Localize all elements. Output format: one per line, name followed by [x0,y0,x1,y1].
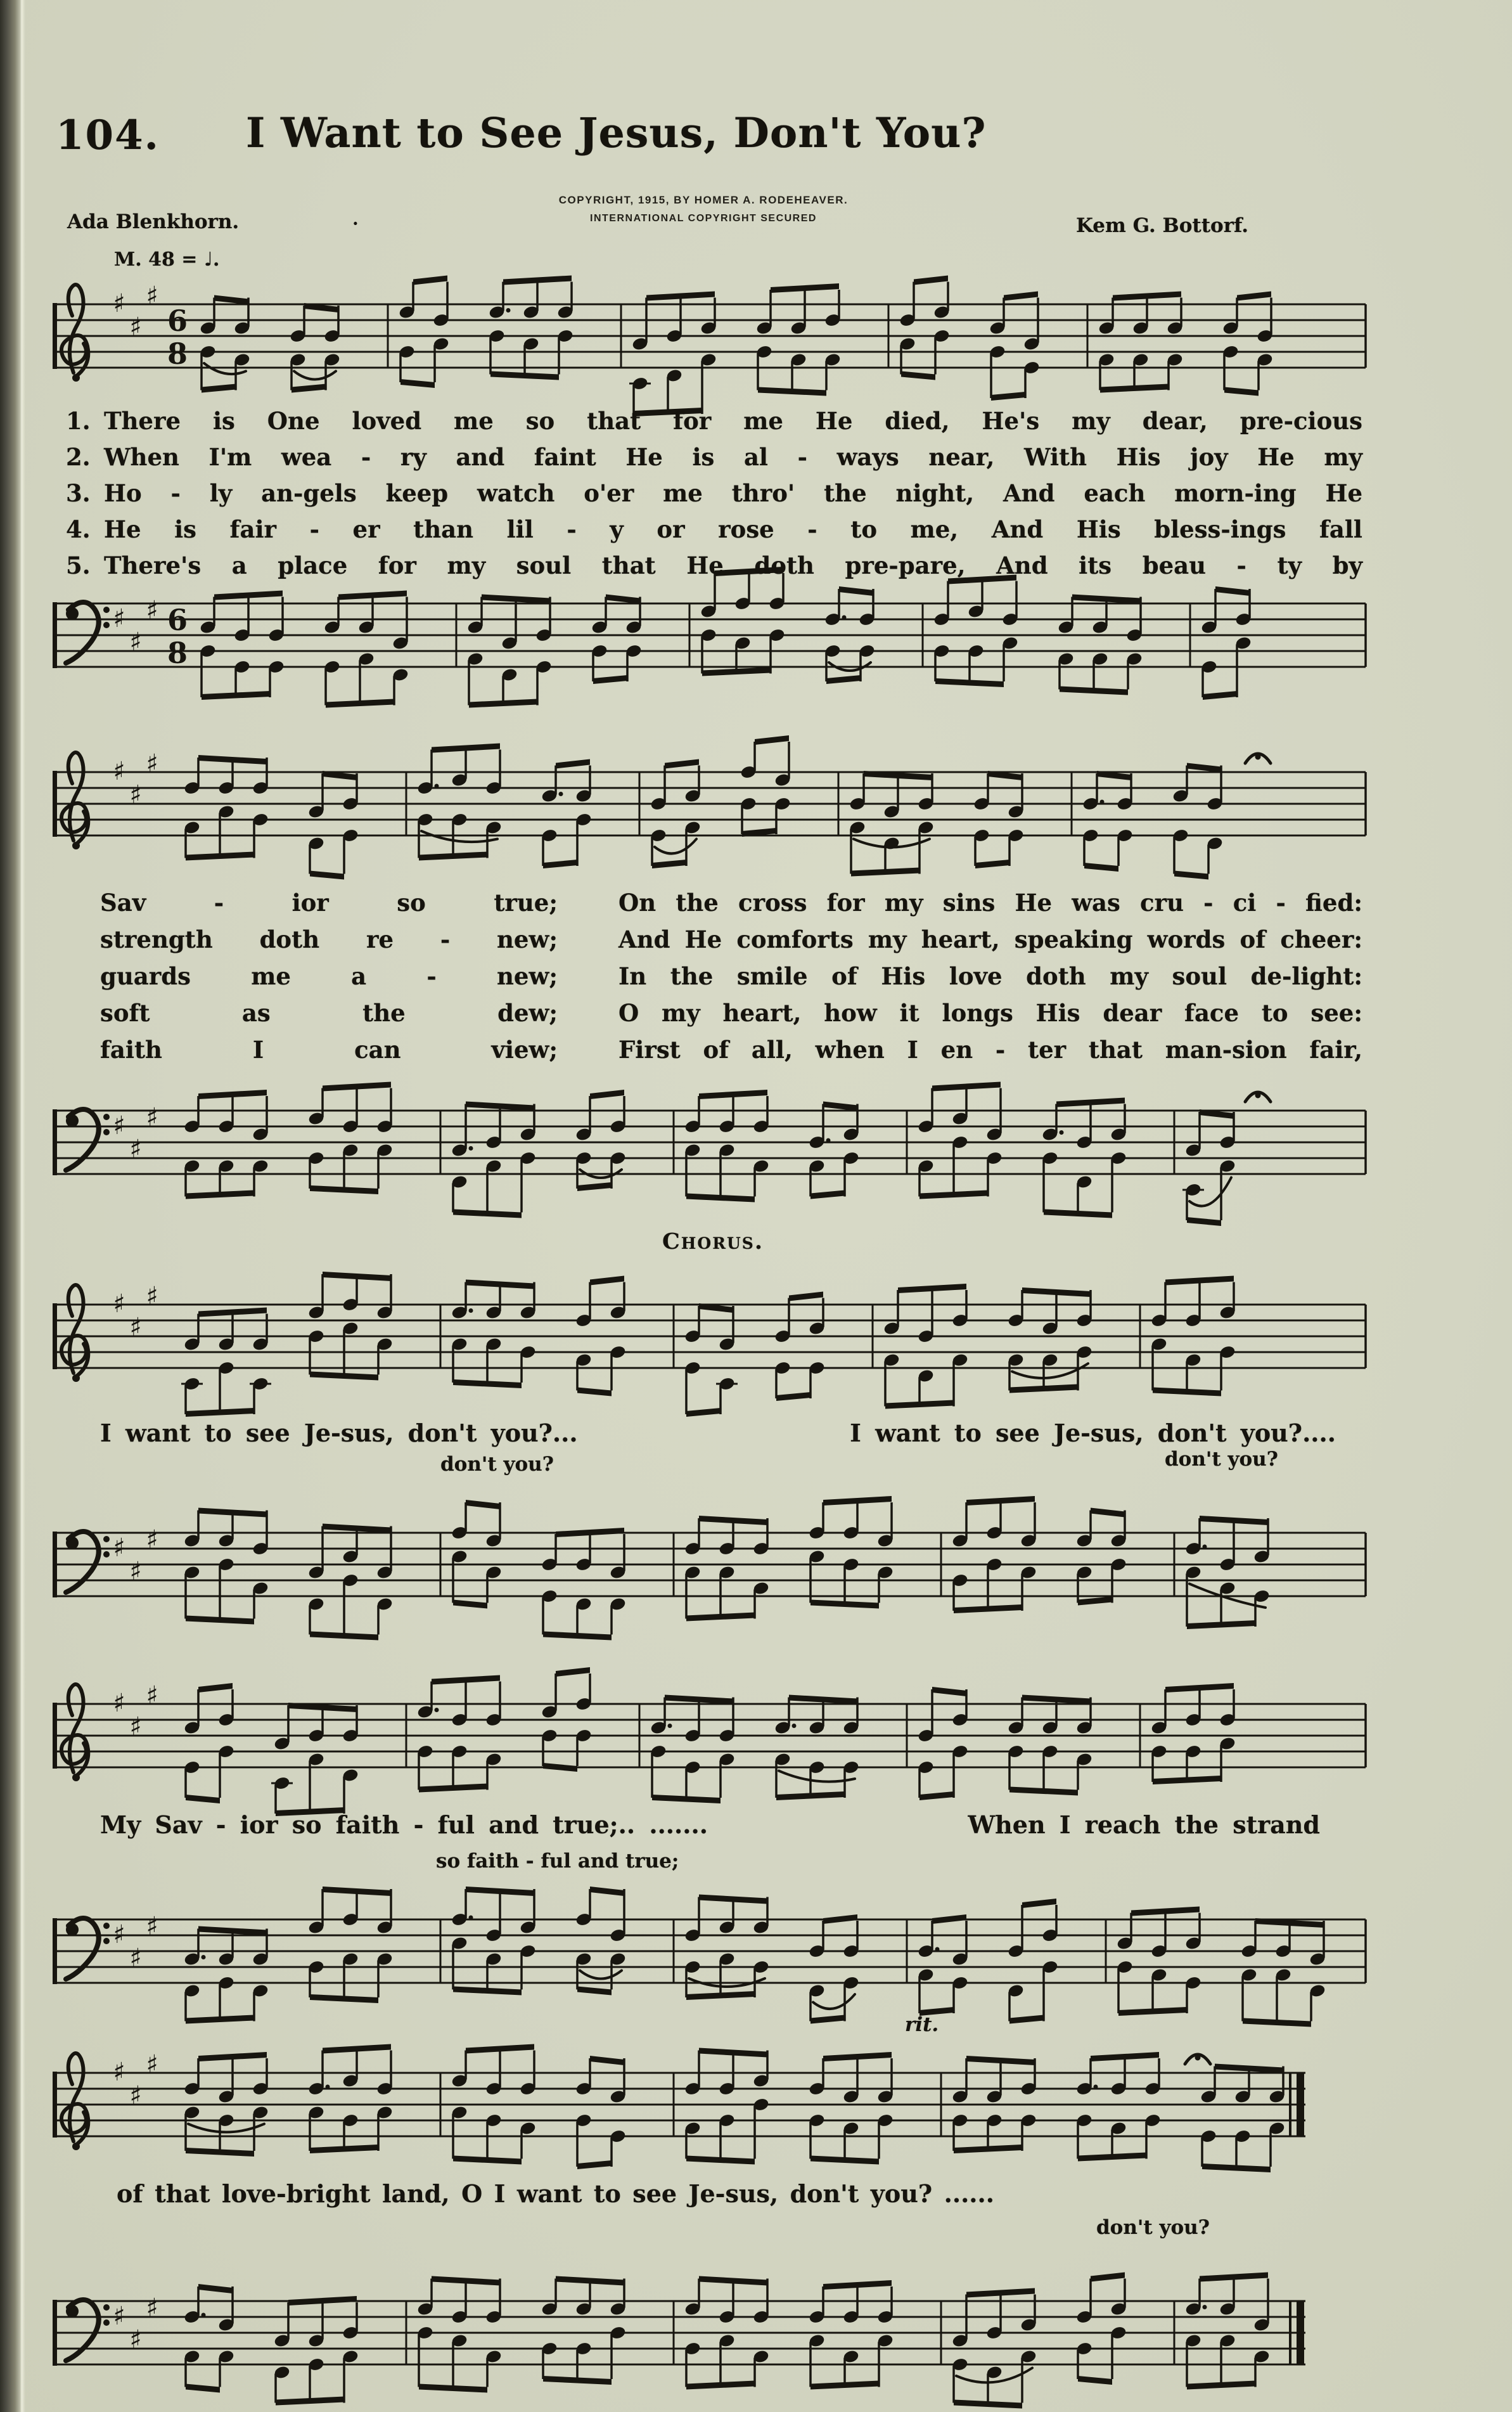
lyricist-credit: Ada Blenkhorn. [67,210,240,233]
copyright-line-1: COPYRIGHT, 1915, BY HOMER A. RODEHEAVER. [558,194,849,206]
svg-text:♯: ♯ [129,780,142,809]
chorus-label: Chorus. [662,1229,764,1254]
svg-text:♯: ♯ [113,757,125,786]
verse-line [66,479,1362,515]
continuation-left: guards me a - new; [100,962,558,990]
verse-text: There's a place for my soul that He doth pre-pare, And its beau - ty by [104,551,1362,579]
echo-lyric: don't you? [440,1453,554,1476]
verse-line [66,551,1362,588]
continuation-row [100,925,1362,962]
svg-text:6: 6 [167,603,188,637]
verse-number: 5. [66,551,91,579]
continuation-row [100,962,1362,999]
ritardando-marking: rit. [905,2013,939,2036]
continuation-left: faith I can view; [100,1036,558,1064]
composer-credit: Kem G. Bottorf. [1076,214,1249,237]
chorus-phrase: I want to see Je-sus, don't you?.... [850,1419,1336,1447]
svg-text:♯: ♯ [129,1944,142,1973]
chorus-lyric-line-2 [100,1810,1320,1839]
verse-number: 2. [66,443,91,471]
svg-text:8: 8 [167,636,188,670]
verse-line [66,515,1362,551]
copyright-line-2: INTERNATIONAL COPYRIGHT SECURED [590,213,817,224]
continuation-left: Sav - ior so true; [100,889,558,917]
svg-text:♯: ♯ [129,1135,142,1164]
continuation-left: strength doth re - new; [100,925,558,953]
svg-text:♯: ♯ [113,2302,125,2331]
svg-text:♯: ♯ [146,2050,158,2079]
svg-text:6: 6 [167,304,188,338]
verse-number: 1. [66,407,91,435]
svg-text:♯: ♯ [146,749,158,778]
continuation-left: soft as the dew; [100,999,558,1027]
chorus-phrase: My Sav - ior so faith - ful and true;.. ....... [100,1810,708,1839]
svg-text:♯: ♯ [113,1533,125,1563]
svg-text:♯: ♯ [129,2081,142,2110]
svg-text:♯: ♯ [113,604,125,633]
svg-text:♯: ♯ [113,2058,125,2087]
continuation-right: And He comforts my heart, speaking words of cheer: [618,925,1362,953]
echo-lyric: don't you? [1096,2216,1210,2239]
verse-text: When I'm wea - ry and faint He is al - ways near, With His joy He my [104,443,1362,471]
echo-lyric: so faith - ful and true; [436,1850,679,1873]
continuation-right: In the smile of His love doth my soul de-light: [618,962,1362,990]
svg-text:♯: ♯ [146,1282,158,1311]
svg-text:♯: ♯ [146,1525,158,1554]
svg-text:♯: ♯ [146,2293,158,2323]
svg-text:♯: ♯ [113,1920,125,1949]
continuation-row [100,999,1362,1036]
svg-text:♯: ♯ [113,1289,125,1319]
page-title: I Want to See Jesus, Don't You? [246,109,987,157]
continuation-row [100,889,1362,925]
hymn-number: 104. [56,112,160,159]
metronome-marking: M. 48 = ♩. [114,248,220,271]
svg-text:♯: ♯ [146,596,158,625]
continuation-row [100,1036,1362,1073]
continuation-right: O my heart, how it longs His dear face to see: [618,999,1362,1027]
svg-text:♯: ♯ [129,1557,142,1586]
svg-text:8: 8 [167,337,188,371]
svg-text:♯: ♯ [146,1103,158,1132]
echo-lyric: don't you? [1165,1448,1278,1471]
continuation-right: First of all, when I en - ter that man-sion fair, [618,1036,1362,1064]
svg-text:♯: ♯ [146,281,158,311]
chorus-lyric-line-1 [100,1419,1336,1447]
svg-text:♯: ♯ [129,1712,142,1741]
chorus-lyric-line-3: of that love-bright land, O I want to see Je-sus, don't you? ...... [117,2179,994,2208]
svg-text:♯: ♯ [113,289,125,318]
byline-separator-dot: · [352,213,359,234]
svg-text:♯: ♯ [146,1912,158,1941]
svg-text:♯: ♯ [129,313,142,342]
svg-text:♯: ♯ [113,1689,125,1718]
svg-text:♯: ♯ [129,2325,142,2354]
verse-continuation-block [100,889,1362,1073]
svg-text:♯: ♯ [146,1681,158,1710]
chorus-phrase: I want to see Je-sus, don't you?... [100,1419,578,1447]
verse-number: 3. [66,479,91,507]
verse-text: Ho - ly an-gels keep watch o'er me thro' the night, And each morn-ing He [104,479,1362,507]
continuation-right: On the cross for my sins He was cru - ci - fied: [618,889,1362,917]
verse-lyrics-block [66,407,1362,588]
svg-text:♯: ♯ [129,1313,142,1342]
verse-line [66,407,1362,443]
chorus-phrase: When I reach the strand [968,1810,1320,1839]
svg-text:♯: ♯ [129,628,142,657]
verse-text: He is fair - er than lil - y or rose - to me, And His bless-ings fall [104,515,1362,543]
verse-text: There is One loved me so that for me He died, He's my dear, pre-cious [104,407,1362,435]
svg-text:♯: ♯ [113,1111,125,1140]
verse-number: 4. [66,515,91,543]
verse-line [66,443,1362,479]
